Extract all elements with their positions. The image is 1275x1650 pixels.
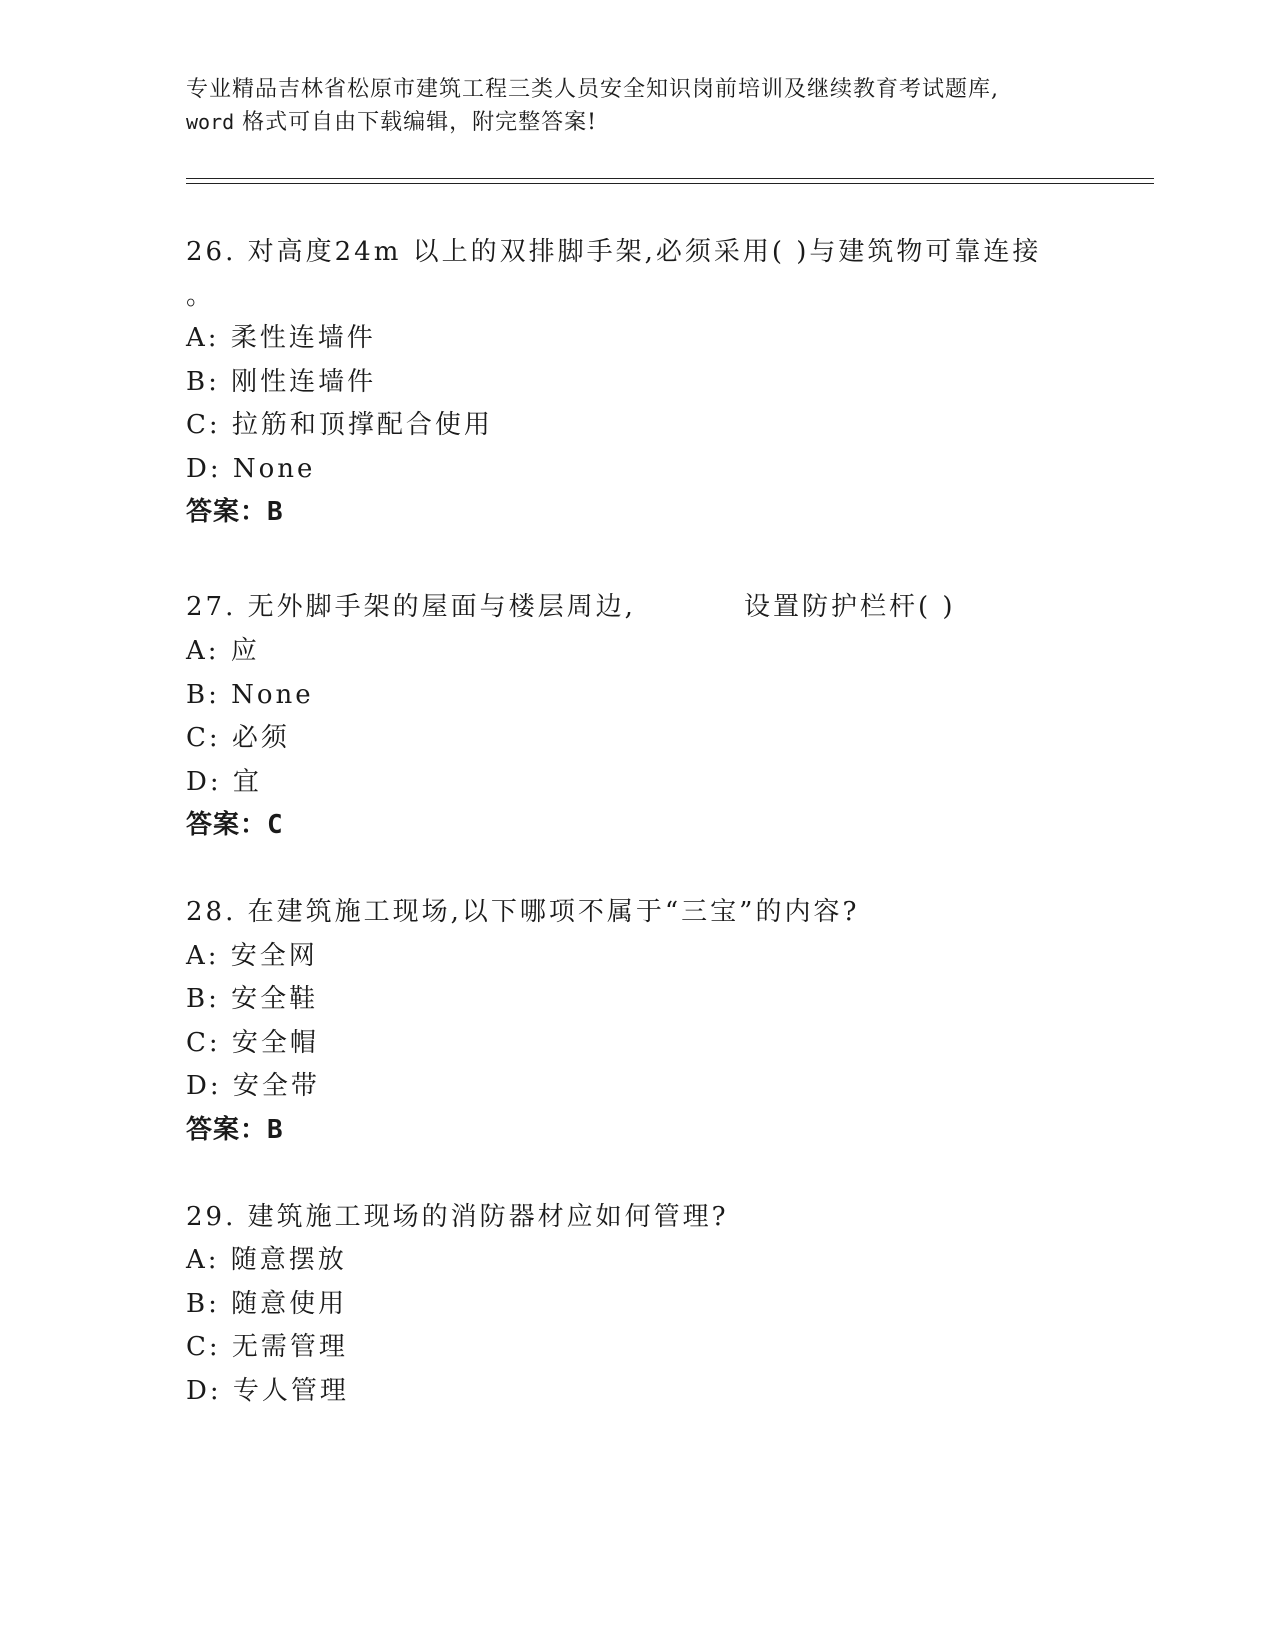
question-stem-continuation: 。 [186, 281, 216, 311]
document-header [186, 74, 1086, 139]
answer-label: 答案： [186, 810, 268, 840]
header-line-2-text: 格式可自由下载编辑，附完整答案! [242, 110, 598, 135]
answer [186, 809, 284, 841]
header-line-2 [186, 106, 1086, 139]
header-word-format: word [186, 110, 235, 134]
option-a: A: 随意摆放 [186, 1245, 347, 1275]
option-d: D: 宜 [186, 767, 262, 797]
answer-label: 答案： [186, 497, 268, 527]
option-a: A: 安全网 [186, 941, 318, 971]
option-d: D: None [186, 454, 316, 484]
answer [186, 1114, 284, 1146]
question-stem: 29. 建筑施工现场的消防器材应如何管理? [186, 1202, 729, 1232]
option-d: D: 专人管理 [186, 1376, 349, 1406]
header-divider-top [186, 178, 1154, 179]
option-b: B: 安全鞋 [186, 984, 319, 1014]
option-b: B: None [186, 680, 314, 710]
answer-label: 答案： [186, 1115, 268, 1145]
option-d: D: 安全带 [186, 1071, 320, 1101]
option-a: A: 应 [186, 636, 260, 666]
option-c: C: 安全帽 [186, 1028, 319, 1058]
answer-value: C [267, 810, 284, 840]
header-divider-bottom [186, 183, 1154, 184]
question-stem: 28. 在建筑施工现场,以下哪项不属于“三宝”的内容? [186, 897, 860, 927]
question-stem: 27. 无外脚手架的屋面与楼层周边, [186, 592, 636, 622]
option-c: C: 拉筋和顶撑配合使用 [186, 410, 493, 440]
option-b: B: 刚性连墙件 [186, 367, 377, 397]
option-c: C: 无需管理 [186, 1332, 348, 1362]
question-stem: 26. 对高度24m 以上的双排脚手架,必须采用( )与建筑物可靠连接 [186, 237, 1042, 267]
answer-value: B [267, 497, 284, 527]
question-stem-tail: 设置防护栏杆( ) [744, 592, 956, 622]
option-c: C: 必须 [186, 723, 290, 753]
answer-value: B [267, 1115, 284, 1145]
answer [186, 496, 284, 528]
option-a: A: 柔性连墙件 [186, 323, 376, 353]
option-b: B: 随意使用 [186, 1289, 348, 1319]
header-line-1: 专业精品吉林省松原市建筑工程三类人员安全知识岗前培训及继续教育考试题库, [186, 77, 999, 102]
